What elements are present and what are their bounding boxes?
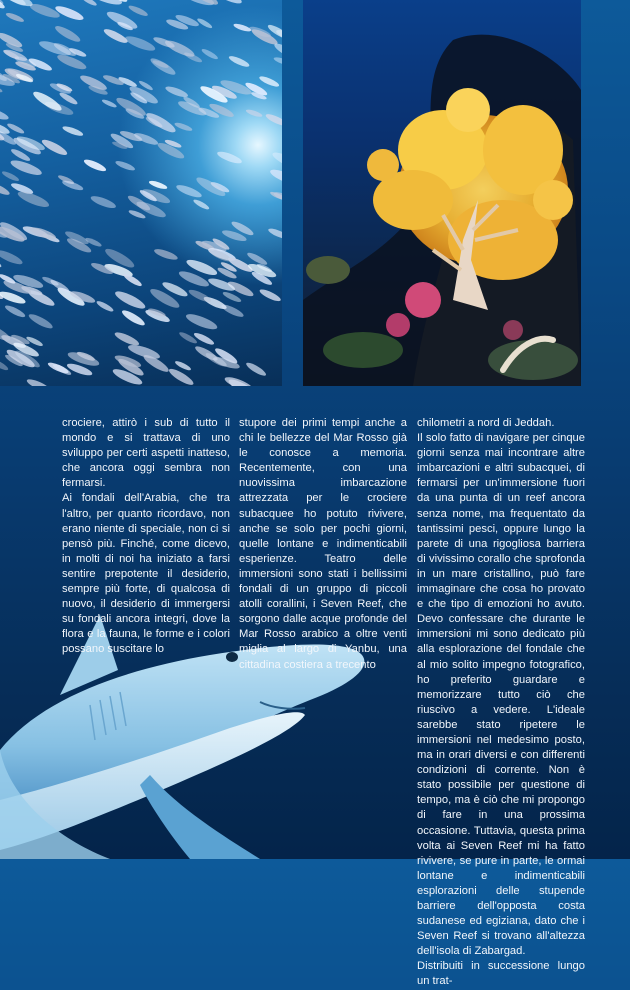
- fish: [258, 287, 282, 303]
- fish: [89, 194, 117, 211]
- fish: [268, 167, 282, 188]
- fish: [120, 308, 146, 328]
- fish: [258, 74, 280, 88]
- fish: [184, 311, 219, 332]
- fish: [28, 1, 61, 20]
- fish: [31, 89, 64, 114]
- fish: [114, 159, 135, 172]
- fish-school-graphic: [0, 0, 282, 386]
- fish: [144, 110, 178, 136]
- fish: [4, 303, 27, 319]
- fish: [164, 84, 189, 99]
- fish: [153, 247, 179, 262]
- soft-coral-photo: [303, 0, 581, 386]
- fish: [216, 149, 243, 165]
- fish: [124, 33, 157, 53]
- article-column-3: [417, 416, 585, 990]
- fish: [245, 108, 263, 118]
- fish: [101, 98, 117, 109]
- article-paragraph: stupore dei primi tempi anche a chi le bellezze del Mar Rosso già le conosce a memoria. Recentemente, con una nuovissima imbarcazione attrezzata per le crociere subacquee ho potuto rivivere, anche se solo per pochi giorni, quelle lontane e indimenticabili esperienze. Teatro delle immersioni sono stati i bellissimi fondali di un gruppo di piccoli atolli corallini, i Seven Reef, che sorgono dalle acque profonde del Mar Rosso arabico a oltre venti miglia al largo di Yanbu, una cittadina costiera a trecento: [239, 417, 407, 671]
- fish: [228, 54, 251, 69]
- fish: [174, 121, 193, 132]
- fish: [178, 330, 198, 345]
- fish: [193, 331, 216, 347]
- fish: [27, 312, 54, 331]
- fish: [167, 366, 195, 386]
- fish: [81, 0, 98, 7]
- fish: [175, 183, 203, 200]
- fish: [223, 375, 254, 386]
- fish: [62, 125, 85, 138]
- fish: [220, 302, 245, 319]
- pectoral-fin: [140, 775, 260, 859]
- fish: [61, 179, 84, 192]
- fish: [0, 248, 24, 267]
- fish: [9, 158, 43, 178]
- fish: [95, 299, 114, 313]
- fish: [192, 198, 210, 211]
- fish: [271, 149, 282, 172]
- fish: [113, 288, 147, 311]
- fish: [0, 181, 11, 198]
- article-paragraph: Distribuiti in successione lungo un trat-: [417, 960, 585, 988]
- fish: [53, 23, 82, 44]
- fish: [0, 0, 34, 9]
- fish: [102, 27, 129, 46]
- fish: [1, 170, 20, 183]
- article-paragraph: Ai fondali dell'Arabia, che tra l'altro, per quanto ricordavo, non erano niente di speciale, non ci si pensò più. Finché, come dicevo, in molti di noi ha iniziato a farsi sentire prepotente il desiderio, sempre più forte, di qualcosa di nuovo, il desiderio di immergersi su fondali ancora integri, dove la flora e la fauna, le forme e i colori possano suscitare lo: [62, 492, 230, 656]
- fish: [233, 22, 252, 33]
- fish: [113, 330, 140, 348]
- fish: [264, 112, 282, 128]
- fish: [54, 4, 85, 23]
- article-paragraph: chilometri a nord di Jeddah.: [417, 417, 555, 429]
- fish: [148, 179, 168, 190]
- fish: [127, 4, 148, 18]
- fish: [47, 361, 70, 376]
- fish: [187, 288, 212, 305]
- fish: [245, 361, 268, 378]
- fish: [5, 11, 25, 23]
- fish: [26, 287, 56, 308]
- fish: [26, 377, 52, 386]
- fish: [83, 157, 108, 173]
- fish: [16, 189, 51, 210]
- article-column-1: [62, 416, 230, 658]
- fish: [105, 9, 139, 32]
- fish: [0, 318, 1, 330]
- fish: [196, 17, 213, 30]
- soft-coral-graphic: [303, 0, 581, 386]
- article-paragraph: Il solo fatto di navigare per cinque giorni senza mai incontrare altre imbarcazioni e altri subacquei, di fermarsi per un'immersione fuori da una punta di un reef ancora senza nome, ma frequentato da tantissimi pesci, oppure lungo la parete di una rigogliosa barriera di vivissimo corallo che sprofonda in un mare cristallino, può fare immaginare che cosa ho provato e che tipo di emozioni ho avuto. Devo confessare che durante le immersioni mi sono dedicato più alla esplorazione del fondale che al mio solito impegno fotografico, ho preferito guardare e memorizzare tutto ciò che riuscivo a vedere. L'ideale sarebbe stato ripetere le immersioni nel medesimo posto, ma in orari diversi e con differenti condizioni di corrente. Non è stato possibile per questione di tempo, ma è ciò che mi propongo di fare in una prossima occasione. Tuttavia, questa prima volta ai Seven Reef mi ha fatto rivivere, se pure in parte, le ormai lontane e indimenticabili esplorazioni delle stupende barriere dell'opposta costa sudanese ed egiziana, dato che i Seven Reef si trovano all'altezza dell'isola di Zabargad.: [417, 432, 585, 958]
- fish: [0, 106, 10, 122]
- fish: [267, 227, 282, 241]
- fish: [174, 360, 192, 372]
- fish: [273, 56, 282, 67]
- article-column-2: [239, 416, 407, 673]
- school-of-fish-photo: [0, 0, 282, 386]
- fish: [122, 272, 143, 288]
- article-paragraph: crociere, attirò i sub di tutto il mondo e si trattava di uno sviluppo per certi aspetti inatteso, che ancora oggi sembra non fermarsi.: [62, 417, 230, 490]
- fish: [201, 47, 220, 61]
